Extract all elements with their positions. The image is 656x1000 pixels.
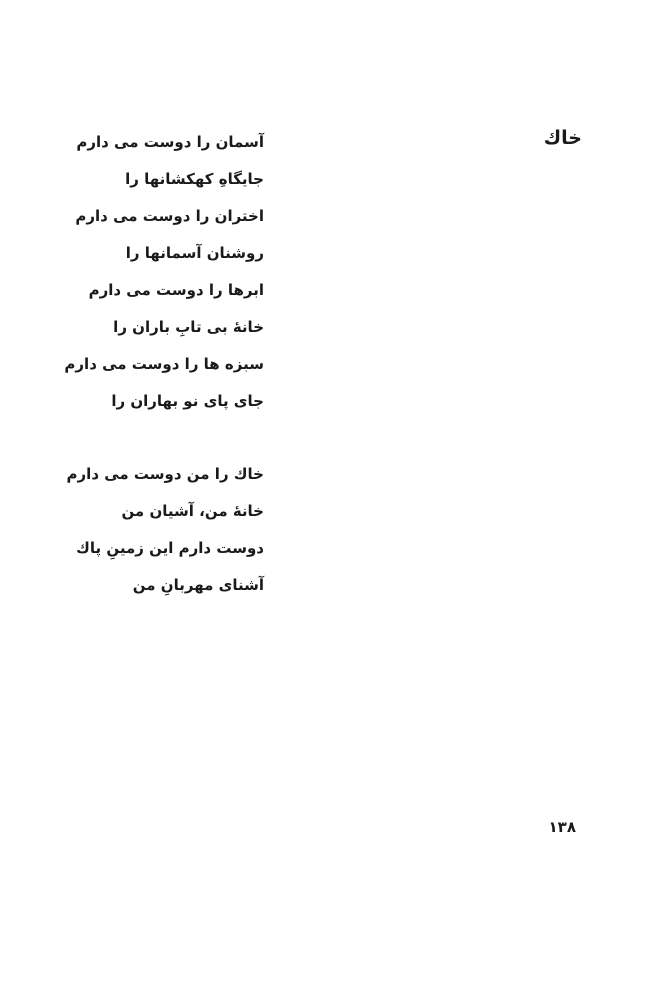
- poem-body: [44, 127, 264, 607]
- poem-title: خاك: [543, 127, 582, 149]
- poem-line: آشنای مهربانِ من: [132, 576, 264, 594]
- page-number: ۱۳۸: [548, 818, 576, 836]
- poem-line: خاك را من دوست می دارم: [66, 465, 264, 483]
- poem-line: خانۀ بی تابِ باران را: [113, 318, 264, 336]
- poem-line: اختران را دوست می دارم: [75, 207, 264, 225]
- poem-line: خانۀ من، آشیان من: [121, 502, 264, 520]
- stanza-2: [44, 459, 264, 607]
- poem-line: جایگاهِ کهکشانها را: [125, 170, 264, 188]
- stanza-1: [44, 127, 264, 423]
- poem-line: سبزه ها را دوست می دارم: [64, 355, 264, 373]
- poem-line: روشنان آسمانها را: [125, 244, 264, 262]
- poem-line: جای پای نو بهاران را: [111, 392, 264, 410]
- poem-line: ابرها را دوست می دارم: [88, 281, 264, 299]
- poem-line: آسمان را دوست می دارم: [76, 133, 264, 151]
- poem-line: دوست دارم این زمینِ پاك: [76, 539, 264, 557]
